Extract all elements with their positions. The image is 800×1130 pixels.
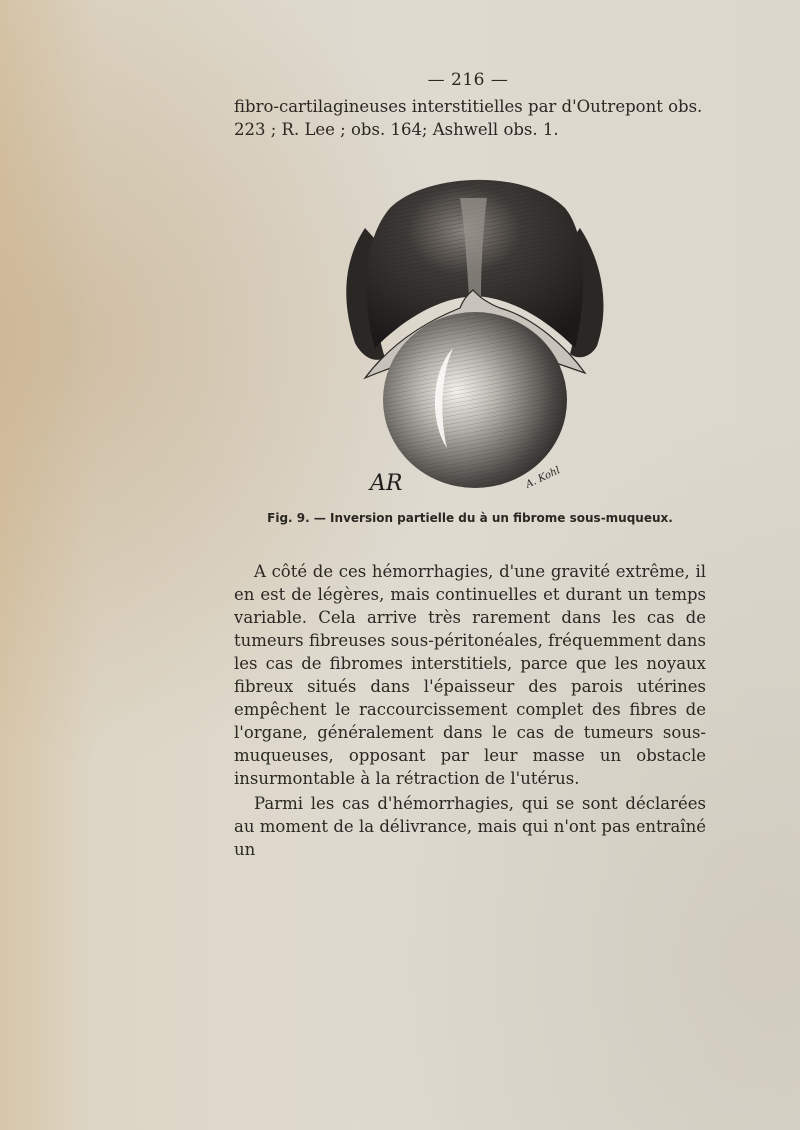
- uterus-inversion-illustration: [335, 168, 615, 498]
- monogram-left: AR: [370, 471, 403, 496]
- intro-text: [234, 95, 706, 141]
- paragraph-2: Parmi les cas d'hémorrhagies, qui se sont déclarées au moment de la délivrance, mais qui n'ont pas entraîné un: [234, 794, 706, 859]
- intro-line-2: 223 ; R. Lee ; obs. 164; Ashwell obs. 1.: [234, 120, 559, 139]
- intro-line-1: fibro-cartilagineuses interstitielles par d'Outrepont obs.: [234, 97, 703, 116]
- body-text: [234, 560, 706, 861]
- page-number: — 216 —: [427, 70, 509, 90]
- signature-right: A. Kohl: [524, 465, 562, 491]
- paragraph-1: A côté de ces hémorrhagies, d'une gravité extrême, il en est de légères, mais continuelles et durant un temps variable. Cela arrive très rarement dans les cas de tumeurs fibreuses sous-péritonéales, fréquemment dans les cas de fibromes interstitiels, parce que les noyaux fibreux situés dans l'épaisseur des parois utérines empêchent le raccourcissement complet des fibres de l'organe, généralement dans le cas de tumeurs sous-muqueuses, opposant par leur masse un obstacle insurmontable à la rétraction de l'utérus.: [234, 562, 706, 788]
- figure-caption: Fig. 9. — Inversion partielle du à un fibrome sous-muqueux.: [267, 511, 673, 525]
